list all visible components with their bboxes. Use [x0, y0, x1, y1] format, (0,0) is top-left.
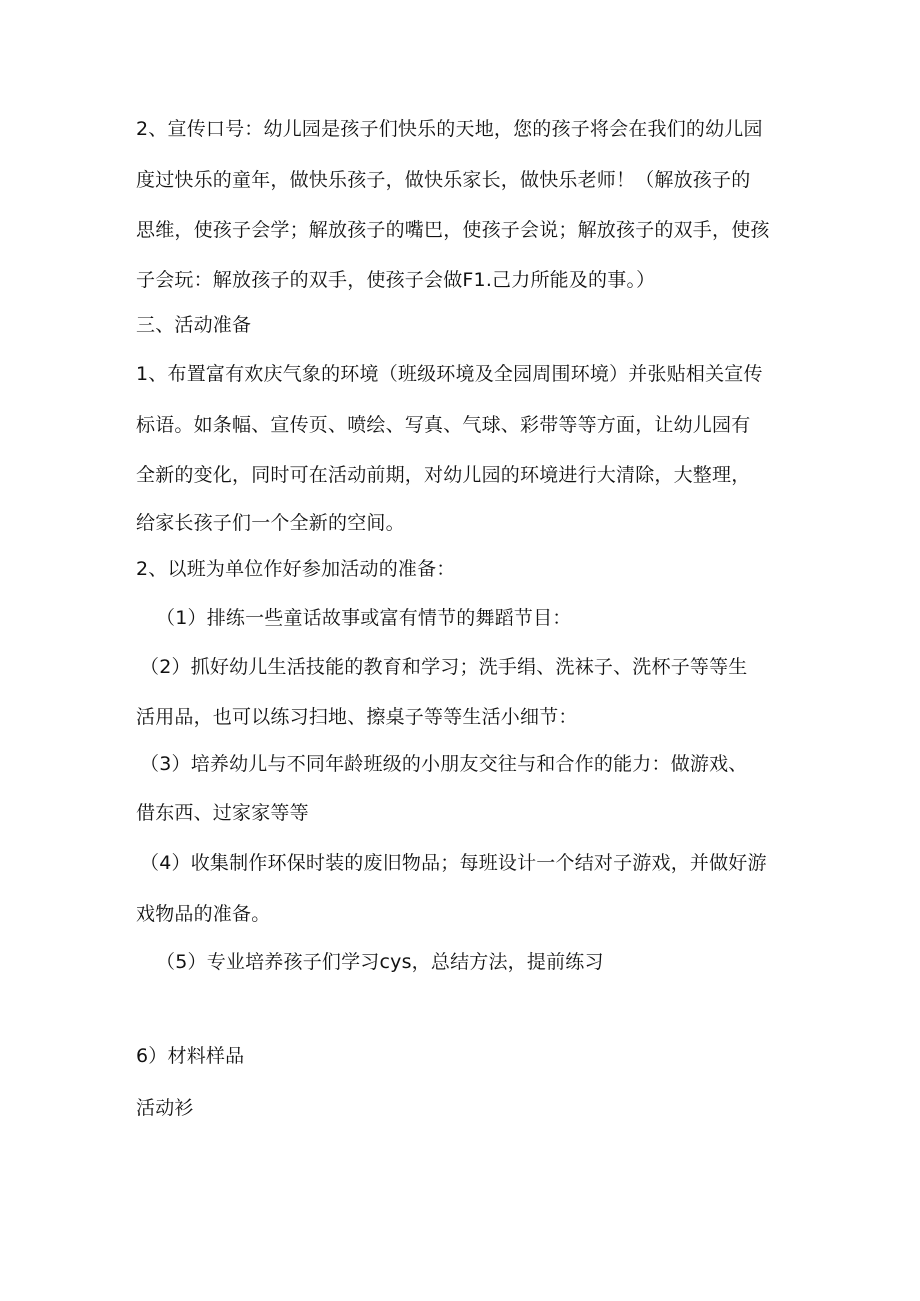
sub-item-4-line-1: （4）收集制作环保时装的废旧物品；每班设计一个结对子游戏，并做好游 — [140, 852, 767, 874]
sub-item-3-line-2: 借东西、过家家等等 — [136, 802, 309, 824]
prep-item-1-line-1: 1、布置富有欢庆气象的环境（班级环境及全园周围环境）并张贴相关宣传 — [136, 363, 763, 385]
slogan-line-3: 思维，使孩子会学；解放孩子的嘴巴，使孩子会说；解放孩子的双手，使孩 — [136, 219, 770, 241]
prep-item-2-heading: 2、以班为单位作好参加活动的准备： — [136, 558, 456, 580]
sub-item-4-line-2: 戏物品的准备。 — [136, 903, 271, 925]
sub-item-2-line-1: （2）抓好幼儿生活技能的教育和学习；洗手绢、洗袜子、洗杯子等等生 — [140, 656, 748, 678]
prep-item-1-line-2: 标语。如条幅、宣传页、喷绘、写真、气球、彩带等等方面，让幼儿园有 — [136, 414, 751, 436]
slogan-line-4: 子会玩：解放孩子的双手，使孩子会做F1.己力所能及的事。） — [136, 269, 656, 291]
sub-item-3-line-1: （3）培养幼儿与不同年龄班级的小朋友交往与和合作的能力：做游戏、 — [140, 753, 748, 775]
sub-item-1: （1）排练一些童话故事或富有情节的舞蹈节目： — [156, 607, 572, 629]
sub-item-5: （5）专业培养孩子们学习cys，总结方法，提前练习 — [156, 951, 604, 973]
sub-item-2-line-2: 活用品，也可以练习扫地、擦桌子等等生活小细节： — [136, 706, 578, 728]
materials-item-activity-shirt: 活动衫 — [136, 1097, 194, 1119]
materials-heading: 6）材料样品 — [136, 1045, 245, 1067]
prep-item-1-line-3: 全新的变化，同时可在活动前期，对幼儿园的环境进行大清除，大整理， — [136, 464, 751, 486]
section-heading-activity-prep: 三、活动准备 — [136, 314, 252, 336]
prep-item-1-line-4: 给家长孩子们一个全新的空间。 — [136, 512, 405, 534]
slogan-line-1: 2、宣传口号：幼儿园是孩子们快乐的天地，您的孩子将会在我们的幼儿园 — [136, 118, 763, 140]
slogan-line-2: 度过快乐的童年，做快乐孩子，做快乐家长，做快乐老师！（解放孩子的 — [136, 169, 751, 191]
